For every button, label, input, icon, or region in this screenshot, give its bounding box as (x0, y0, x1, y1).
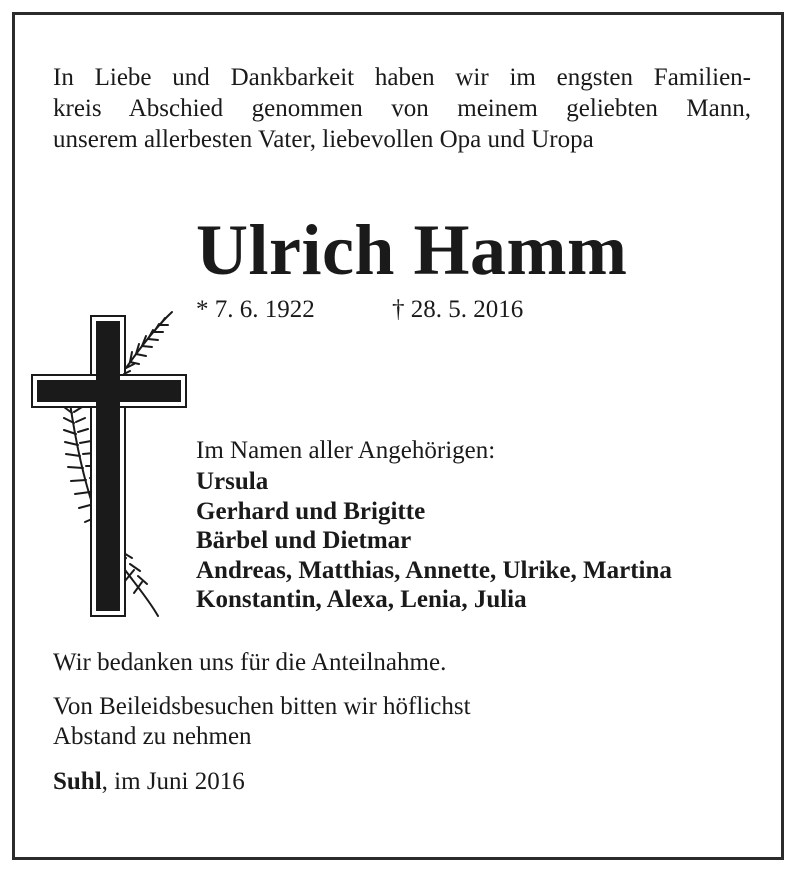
mourners-list (196, 467, 672, 615)
visits-line-2: Abstand zu nehmen (53, 723, 252, 750)
death-date: † 28. 5. 2016 (392, 296, 524, 323)
mourner-line: Andreas, Matthias, Annette, Ulrike, Martina (196, 556, 672, 584)
intro-line-1: In Liebe und Dankbarkeit haben wir im engsten Familien- (53, 64, 751, 91)
visits-line-1: Von Beileidsbesuchen bitten wir höflichst (53, 693, 471, 720)
mourners-heading: Im Namen aller Angehörigen: (196, 437, 496, 464)
place-date: , im Juni 2016 (101, 768, 245, 795)
birth-date: * 7. 6. 1922 (196, 296, 315, 323)
intro-text (53, 62, 751, 155)
visits-note (53, 692, 471, 752)
deceased-name: Ulrich Hamm (196, 210, 628, 290)
place-and-date (53, 767, 245, 797)
thanks-text: Wir bedanken uns für die Anteilnahme. (53, 649, 447, 676)
cross-with-palm-branch-icon (30, 308, 192, 620)
intro-line-3: unserem allerbesten Vater, liebevollen Opa und Uropa (53, 126, 594, 153)
mourner-line: Ursula (196, 468, 269, 495)
intro-line-2: kreis Abschied genommen von meinem geliebten Mann, (53, 95, 751, 122)
mourner-line: Gerhard und Brigitte (196, 497, 426, 525)
life-dates (196, 295, 524, 325)
mourner-line: Konstantin, Alexa, Lenia, Julia (196, 586, 527, 613)
place-name: Suhl (53, 768, 102, 795)
mourner-line: Bärbel und Dietmar (196, 527, 412, 554)
